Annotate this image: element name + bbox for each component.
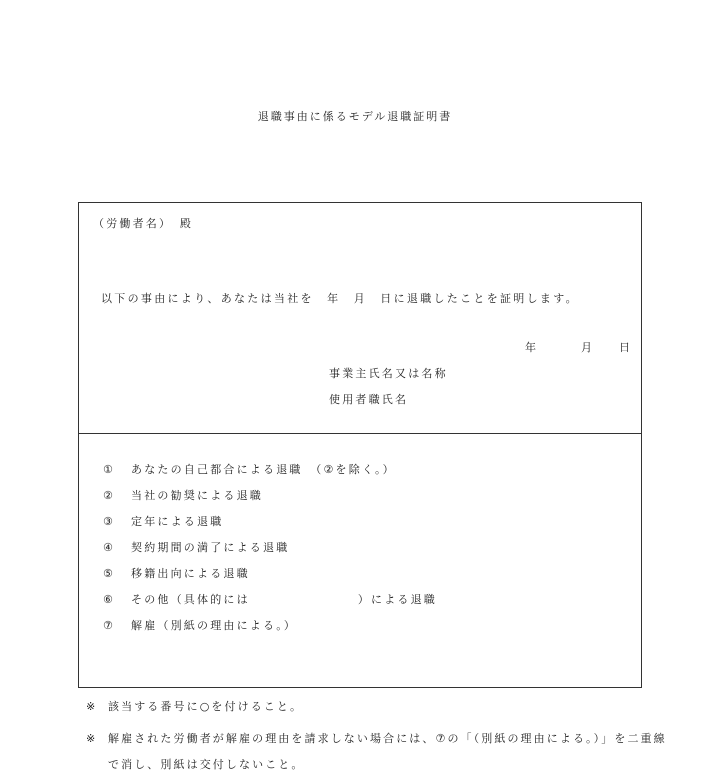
reason-text-before: その他（具体的には [131, 593, 250, 606]
reason-item [103, 539, 437, 565]
reason-number: ① [103, 463, 116, 476]
reason-number: ② [103, 489, 116, 502]
signer-title-name-label: 使用者職氏名 [329, 393, 409, 406]
reason-item [103, 487, 437, 513]
reason-number: ③ [103, 515, 116, 528]
note-text: 解雇された労働者が解雇の理由を請求しない場合には、⑦の「（別紙の理由による。）」を二重線で消し、別紙は交付しないこと。 [108, 732, 667, 771]
date-day-label: 日 [619, 341, 633, 354]
reason-text: 当社の勧奨による退職 [131, 489, 263, 502]
reason-text: 定年による退職 [131, 515, 224, 528]
reason-text: 移籍出向による退職 [131, 567, 250, 580]
notes-section [86, 694, 676, 784]
note-mark: ※ [86, 732, 98, 745]
note-item [86, 726, 676, 778]
note-item [86, 694, 676, 720]
reason-item [103, 513, 437, 539]
reason-item [103, 461, 437, 487]
reason-text: あなたの自己都合による退職 （②を除く。） [131, 463, 396, 476]
note-text: 該当する番号に○を付けること。 [108, 700, 304, 713]
section-divider [79, 433, 641, 434]
reason-number: ④ [103, 541, 116, 554]
reason-number: ⑦ [103, 619, 116, 632]
reason-item [103, 565, 437, 591]
certification-statement: 以下の事由により、あなたは当社を 年 月 日に退職したことを証明します。 [101, 292, 579, 305]
certificate-box [78, 202, 642, 688]
note-mark: ※ [86, 700, 98, 713]
reason-text: 解雇（別紙の理由による。） [131, 619, 298, 632]
date-year-label: 年 [525, 341, 539, 354]
reason-text: 契約期間の満了による退職 [131, 541, 290, 554]
document-title: 退職事由に係るモデル退職証明書 [257, 110, 453, 123]
addressee-label: （労働者名） 殿 [93, 217, 194, 230]
reason-list [103, 461, 437, 643]
employer-name-label: 事業主氏名又は名称 [329, 367, 448, 380]
reason-number: ⑥ [103, 593, 116, 606]
reason-item [103, 591, 437, 617]
reason-text-after: ）による退職 [357, 593, 438, 606]
reason-number: ⑤ [103, 567, 116, 580]
reason-item [103, 617, 437, 643]
date-month-label: 月 [581, 341, 595, 354]
